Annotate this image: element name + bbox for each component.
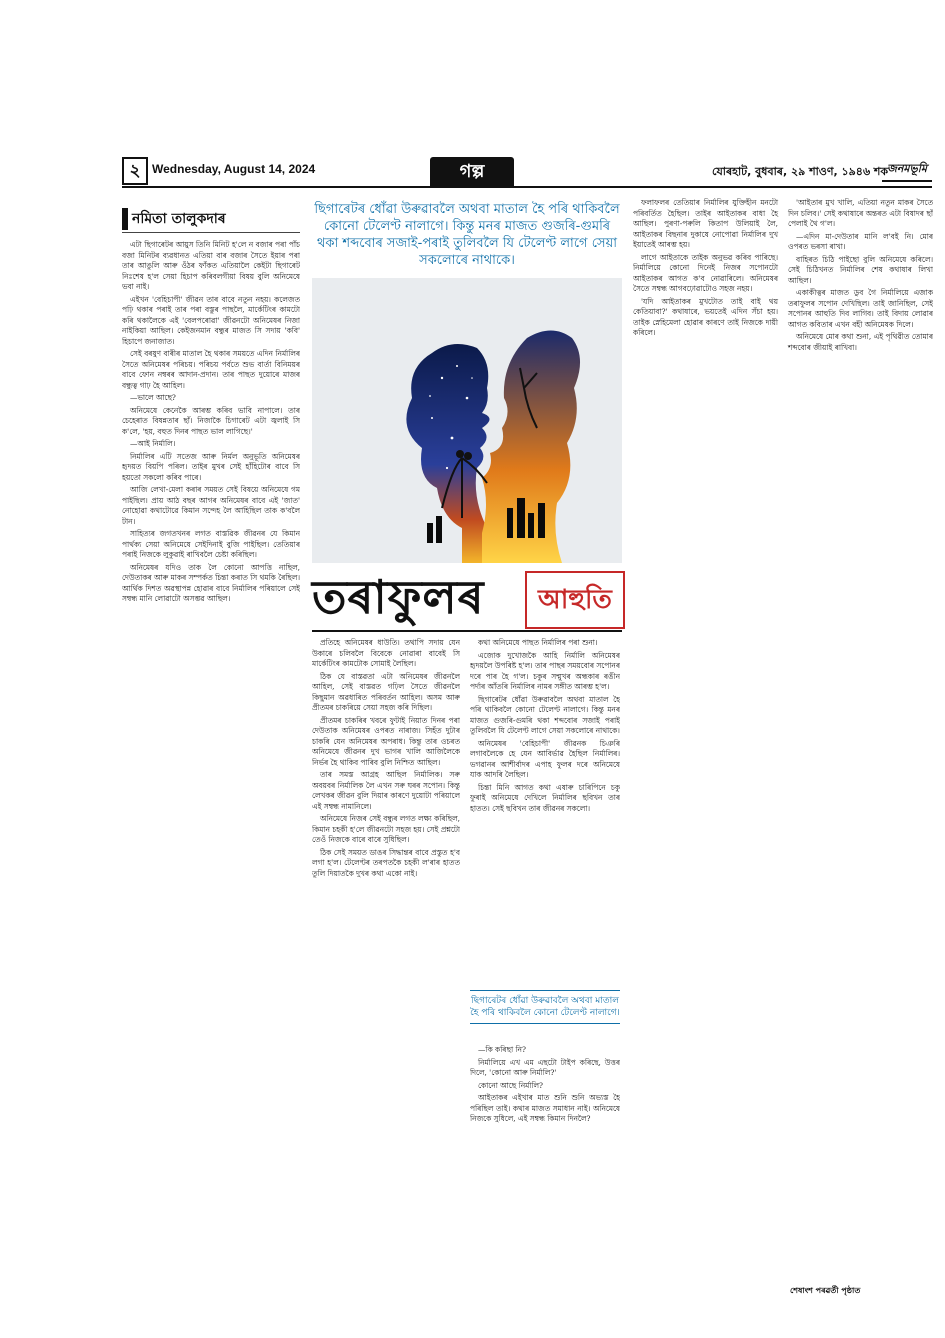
paragraph: প্ৰতিহে অনিমেষৰ ধাউতি। তথাপি সদায় যেন উকাৰে চলিবলৈ বিবেকে নোৱাৰা বাবেই সি মাৰ্কেটিংৰ কামটোক সোমাই লৈছিল। [312, 638, 460, 668]
paragraph: এটা ছিগাৰেটৰ আয়ুস তিনি মিনিট হ'লে ন বজাৰ পৰা পাঁচ বজা মিনিটৰ ব্যৱধানত এতিয়া বাৰ বজাৰ সৈতে ইয়াৰ পৰা তাৰ আঙুলি আৰু ওঁঠৰ ফাঁকত এতিয়ালৈ কেইটা ছিগাৰেট নিঃশেষ হ'ল সেয়া হিচাপ কৰিবলগীয়া বিষয় বুলি অনিমেষে ভবা নাই। [122, 240, 300, 291]
paragraph: বাহিৰত চিঠি পাইছো বুলি অনিমেষে কৰিলে। সেই চিঠিখনত নিৰ্মালিৰ শেষ কথাষাৰ লিখা আছিল। [788, 254, 933, 285]
paragraph: ছিগাৰেটৰ ধোঁৱা উৰুৱাবলৈ অথবা মাতাল হৈ পৰি থাকিবলৈ কোনো টেলেণ্ট নালাগে। কিন্তু মনৰ মাজত গুজৰি-গুমৰি থকা শব্দবোৰ সজাই পৰাই তুলিবলৈ যি টেলেণ্ট লাগে সেয়া সকলোৰে নাথাকে। [470, 694, 620, 735]
section-label: গল্প [430, 157, 514, 187]
paragraph: নিৰ্মালিয়ে এখ এম এছটো টাইপ কৰিছে, উত্তৰ দিলে, 'কোনো আৰু নিৰ্মালি?' [470, 1057, 620, 1077]
inline-pull-quote: ছিগাৰেটৰ ধোঁৱা উৰুৱাবলৈ অথবা মাতাল হৈ পৰি থাকিবলৈ কোনো টেলেণ্ট নালাগে। [470, 990, 620, 1024]
page-number: ২ [122, 157, 148, 185]
story-title-accent: আহুতি [525, 571, 625, 629]
paragraph: —এদিন মা-দেউতাৰ মানি ল'বই নি। মোৰ ওপৰত ভৰসা ৰাখা। [788, 231, 933, 251]
paragraph: অনিমেষে নিজৰ সেই বন্ধুৰ লগত লক্ষ্য কৰিছিল, কিমান চহকী হ'লে জীৱনটো সহজ হয়। সেই প্ৰশ্নটো তেওঁ নিজকে বাৰে বাৰে সুধিছিল। [312, 814, 460, 844]
paragraph: —ভালে আছে? [130, 393, 176, 402]
paragraph: কোনো আছে নিৰ্মালি? [478, 1080, 543, 1090]
paragraph: নিৰ্মালিৰ এটি সতেজ আৰু নিৰ্মল অনুভূতি অনিমেষৰ হৃদয়ত বিয়পি পৰিল। তাইৰ মুখৰ সেই হাঁহিটোৰ বাবে সি হয়তো সকলো কৰিব পাৰে। [122, 451, 300, 482]
paragraph: লাগে আইতাকে তাইক অনুভৱ কৰিব পাৰিছে। নিৰ্মালিয়ে কোনো দিনেই নিজৰ সপোনটো আইতাকৰ আগত ক'ব নোৱাৰিলে। অনিমেষৰ সৈতে সম্বন্ধ আগবঢ়োৱাটোও সহজ নহয়। [633, 252, 778, 293]
paragraph: ফলাফলৰ তেতিয়াৰ নিৰ্মালিৰ যুক্তিহীন মনটো পৰিবৰ্তিত হৈছিল। তাইৰ আইতাকৰ বাধা হৈ আছিল। পুৰণা-পৰুলি কিতাপ উলিয়াই লৈ, আইতাকৰ বিছনাৰ দুকাষে নোপোৱা নিৰ্মালিৰ দুখ ইয়াতেই আৰম্ভ হয়। [633, 198, 778, 249]
paragraph: সেই বৰষুণ বাৰীৰ মাতাল হৈ থকাৰ সময়তে এদিন নিৰ্মালিৰ সৈতে অনিমেষৰ পৰিচয়। পৰিচয় পৰ্বতে শুভ বাৰ্তা বিনিময়ৰ বাবে ফোন নম্বৰৰ আদান-প্ৰদান। তাৰ পাছত দুয়োৰে মাজৰ বন্ধুত্ব গাঢ় হৈ আহিল। [122, 349, 300, 390]
paragraph: চিন্তা মিনি আগত কথা এষাৰু চাৰিপিনে চকু ফুৰাই অনিমেষে দেখিলে নিৰ্মালিৰ ছবিখন তাৰ হাতত। সেই ছবিখন তাৰ জীৱনৰ সকলো। [470, 782, 620, 813]
author-name: নমিতা তালুকদাৰ [132, 211, 226, 227]
author-marker [122, 208, 128, 230]
author-rule [122, 232, 300, 233]
paragraph: —কি কৰিছা নি? [478, 1045, 526, 1054]
masthead-logo: জনমভূমি [882, 158, 932, 182]
pull-quote: ছিগাৰেটৰ ধোঁৱা উৰুৱাবলৈ অথবা মাতাল হৈ পৰি থাকিবলৈ কোনো টেলেণ্ট নালাগে। কিন্তু মনৰ মাজত গুজৰি-গুমৰি থকা শব্দবোৰ সজাই-পৰাই তুলিবলৈ যি টেলেণ্ট লাগে সেয়া সকলোৰে নাথাকে। [314, 202, 620, 268]
text-column-2 [312, 638, 460, 1298]
paragraph: অনিমেষৰ 'বেহিচাপী' জীৱনক চিঞৰি লগাবলৈকে হে যেন আবিৰ্ভাৱ হৈছিল নিৰ্মালিৰ। ভগৱানৰ আশীৰ্বাদৰ এপাহ ফুলৰ দৰে অনিমেষে যাক আদৰি লৈছিল। [470, 738, 620, 779]
paragraph: আইতাকৰ এইখাৰ মাত শুনি শুনি অভ্যস্ত হৈ পৰিছিল তাই। কথাৰ মাজত সমাধান নাই। অনিমেষে নিজকে সুধিলে, এই সম্বন্ধ কিমান দিনলৈ? [470, 1093, 620, 1123]
header-rule [122, 186, 932, 188]
paragraph: —আই নিৰ্মালি। [130, 439, 176, 448]
paragraph: এইখন 'বেহিচাপী' জীৱন তাৰ বাবে নতুন নহয়। কলেজত পঢ়ি থকাৰ পৰাই তাৰ পৰা বস্তুৰ পাছলৈ, মাৰ্কেটিংৰ কামটো কৰি থকালৈকে এই 'বেলপৰোৱা' জীৱনটো অনিমেষৰ নিজা নাইকিয়া আছিল। কেইজনমান বন্ধুৰ মাজত সি সদায় 'কবি' হিচাপে জনাজাত। [122, 294, 300, 346]
paragraph: তাৰ সমস্ত আগ্ৰহ আছিল নিৰ্মালিক। সৰু অবয়বৰ নিৰ্মালিক লৈ এখন সৰু ঘৰৰ সপোন। কিন্তু লেখকৰ জীৱন বুলি দিয়াৰ কাৰণে দুয়োটা পৰিয়ালে এই সম্বন্ধ নামানিলে। [312, 770, 460, 811]
paragraph: অনিমেষৰ যদিও তাক লৈ কোনো আপত্তি নাছিল, দেউতাকৰ আৰু মাকৰ সম্পৰ্কত চিন্তা কৰাত সি থমকি ৰৈছিল। আৰ্থিক দিশত অৱস্থাপন্ন হোৱাৰ বাবে নিৰ্মালিৰ পৰিয়ালে সেই সম্বন্ধ মানি লোৱাটো অসম্ভৱ আছিল। [122, 562, 300, 603]
regional-date: যোৰহাট, বুধবাৰ, ২৯ শাওণ, ১৯৪৬ শক [712, 165, 889, 178]
text-column-3 [470, 638, 620, 983]
text-column-3-continued [470, 1045, 620, 1295]
title-rule [312, 630, 622, 632]
paragraph: এজোক দুখোজকৈ আহি নিৰ্মালি অনিমেষৰ হৃদয়লৈ উপৰিষ্ট হ'ল। তাৰ পাছৰ সময়বোৰ সপোনৰ দৰে পাৰ হৈ গ'ল। চকুৰ সন্মুখৰ অন্ধকাৰ ৰঙীন পৰ্দাৰ আঁতৰি নিৰ্মালিৰ নামৰ সঙ্গীত আৰম্ভ হ'ল। [470, 650, 620, 691]
paragraph: 'যদি আইতাকৰ মুখটোত তাই বাই থয় কেতিয়াবা?' কথাষাৰে, ভয়তেই এদিন সঁচা হয়। তাইক স্নেহিমেলা হোৱাৰ কাৰণে তাই নিজকে দায়ী কৰিলে। [633, 296, 778, 337]
silhouette-couple-artwork [312, 278, 622, 563]
story-illustration [312, 278, 622, 563]
paragraph: ঠিক যে বাস্তৱতা এটা অনিমেষৰ জীৱনলৈ আহিল, সেই বাস্তৱত গঢ়িল সৈতে জীৱনলৈ কিছুমান অৱধাৰিত পৰিবৰ্তন আহিল। অসম আৰু প্ৰীতমৰ চাকৰিয়ে সেয়া সহজ কৰি দিছিল। [312, 671, 460, 712]
paragraph: প্ৰীতমৰ চাকৰিৰ খবৰে ফুটাই নিয়াত দিনৰ পৰা দেউতাক অনিমেষৰ ওপৰত নাৰাজ। সিহঁত দুটাৰ চাকৰি যেন অনিমেষৰ অপৰাধ। কিন্তু তাৰ ওচৰত অনিমেষে জীৱনৰ দুখ ভাগৰ খালি আজিলৈকে নিৰ্ভৰ হৈ থাকিব পাৰিব বুলি নিশ্চিত আছিল। [312, 715, 460, 767]
issue-date: Wednesday, August 14, 2024 [152, 162, 316, 176]
continued-note: শেষাংশ পৰৱৰ্তী পৃষ্ঠাত [790, 1286, 861, 1295]
paragraph: অনিমেষে কেনেকৈ আৰম্ভ কৰিব ভাবি নাপালে। তাৰ চেহেৰাত বিষন্নতাৰ ছাঁ। নিজাকৈ চিগাৰেট এটা জ্বলাই সি ক'লে, 'হয়, বহুত দিনৰ পাছত ভাল লাগিছে।' [122, 405, 300, 436]
paragraph: সাহিত্যৰ জগতখনৰ লগত বাস্তৱিক জীৱনৰ যে কিমান পাৰ্থক্য সেয়া অনিমেষে সেইদিনাই বুজি পাইছিল। তেতিয়াৰ পৰাই নিজকে লুকুৱাই ৰাখিবলৈ চেষ্টা কৰিছিল। [122, 529, 300, 559]
paragraph: 'আইতাৰ মুখ খালি, এতিয়া নতুন মাকৰ সৈতে দিন চলিব।' সেই কথাষাৰে অন্তৰত এটা বিষাদৰ ছাঁ পেলাই থৈ গ'ল। [788, 198, 933, 228]
paragraph: কথা অনিমেষে পাছত নিৰ্মালিৰ পৰা শুনা। [478, 638, 598, 647]
paragraph: ঠিক সেই সময়ত ডাঙৰ সিদ্ধান্তৰ বাবে প্ৰস্তুত হ'ব লগা হ'ল। টেলেণ্টৰ তৰপতকৈ চহকী ল'ৰাৰ হাতত তুলি দিয়াতকৈ দুখৰ কথা একো নাই। [312, 847, 460, 878]
paragraph: অনিমেষে মোৰ কথা শুনা, এই পৃথিৱীত তোমাৰ শব্দবোৰ জীয়াই ৰাখিবা। [788, 332, 933, 352]
text-column-4 [633, 198, 933, 1278]
story-title: তৰাফুলৰ [312, 570, 485, 624]
paragraph: একাকীত্বৰ মাজত ডুব গৈ নিৰ্মালিয়ে এজাক তৰাফুলৰ সপোন দেখিছিল। তাই জানিছিল, সেই সপোনৰ আহুতি দিব লাগিব। তাই বিদায় লোৱাৰ আগত কবিতাৰ এখন বহী অনিমেষক দিলে। [788, 288, 933, 329]
text-column-1 [122, 240, 300, 1300]
paragraph: আজি লেখা-মেলা কৰাৰ সময়ত সেই বিষয়ে অনিমেষে গম পাইছিল। প্ৰায় আঠ বছৰ আগৰ অনিমেষৰ বাবে এই 'জাত' নোহোৱা কথাটোৱে কিমান সন্দেহ লৈ আহিছিল তাক ক'বলৈ টান। [122, 485, 300, 526]
